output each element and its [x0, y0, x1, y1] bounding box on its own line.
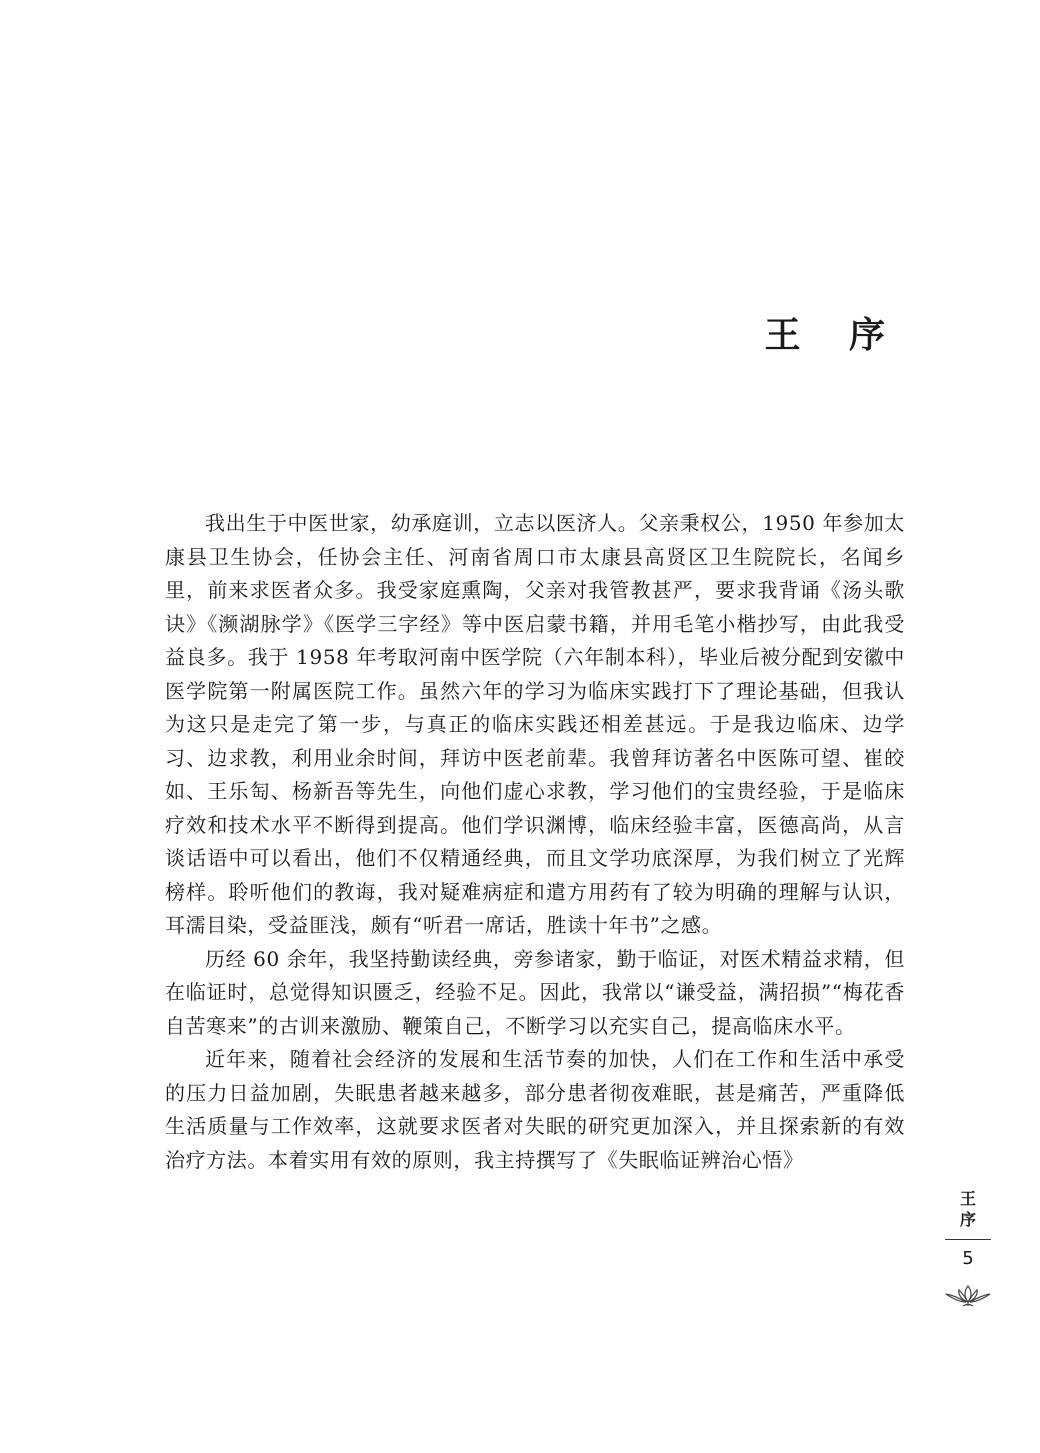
paragraph: 历经 60 余年，我坚持勤读经典，旁参诸家，勤于临证，对医术精益求精，但在临证时，总觉得知识匮乏，经验不足。因此，我常以“谦受益，满招损”“梅花香自苦寒来”的古训来激励、鞭策自己，不断学习以充实自己，提高临床水平。: [165, 946, 905, 1038]
side-divider: [945, 1239, 991, 1240]
side-tab: [943, 1188, 993, 1308]
page-title: 王 序: [764, 314, 903, 356]
body-text: [165, 507, 905, 1177]
paragraph: 我出生于中医世家，幼承庭训，立志以医济人。父亲秉权公，1950 年参加太康县卫生协会，任协会主任、河南省周口市太康县高贤区卫生院院长，名闻乡里，前来求医者众多。我受家庭熏陶，父亲对我管教甚严，要求我背诵《汤头歌诀》《濒湖脉学》《医学三字经》等中医启蒙书籍，并用毛笔小楷抄写，由此我受益良多。我于 1958 年考取河南中医学院（六年制本科），毕业后被分配到安徽中医学院第一附属医院工作。虽然六年的学习为临床实践打下了理论基础，但我认为这只是走完了第一步，与真正的临床实践还相差甚远。于是我边临床、边学习、边求教，利用业余时间，拜访中医老前辈。我曾拜访著名中医陈可望、崔皎如、王乐匋、杨新吾等先生，向他们虚心求教，学习他们的宝贵经验，于是临床疗效和技术水平不断得到提高。他们学识渊博，临床经验丰富，医德高尚，从言谈话语中可以看出，他们不仅精通经典，而且文学功底深厚，为我们树立了光辉榜样。聆听他们的教诲，我对疑难病症和遣方用药有了较为明确的理解与认识，耳濡目染，受益匪浅，颇有“听君一席话，胜读十年书”之感。: [165, 511, 905, 937]
side-section-title: 王序: [960, 1189, 977, 1229]
page-number: 5: [962, 1248, 974, 1269]
paragraph: 近年来，随着社会经济的发展和生活节奏的加快，人们在工作和生活中承受的压力日益加剧，失眠患者越来越多，部分患者彻夜难眠，甚是痛苦，严重降低生活质量与工作效率，这就要求医者对失眠的研究更加深入，并且探索新的有效治疗方法。本着实用有效的原则，我主持撰写了《失眠临证辨治心悟》: [165, 1047, 905, 1172]
lotus-ornament-icon: [943, 1282, 993, 1308]
